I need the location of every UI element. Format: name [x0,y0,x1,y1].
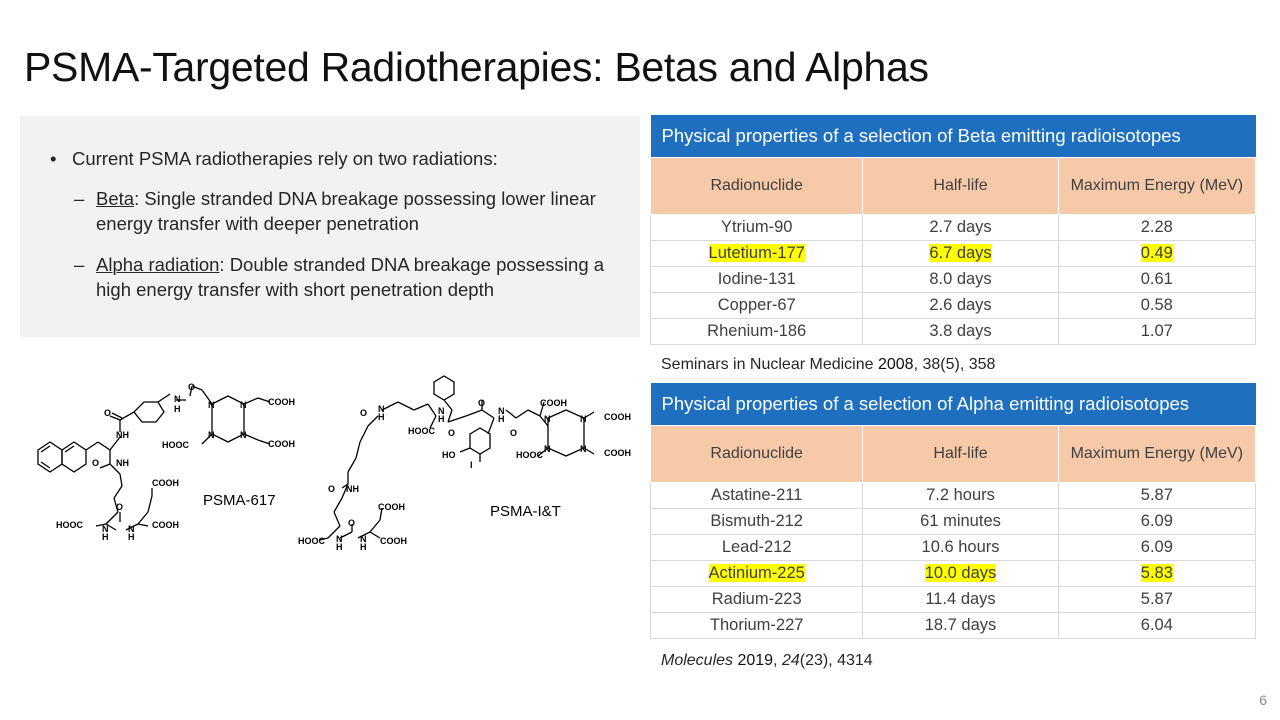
atom-label: N [174,394,181,404]
alpha-reference: Molecules 2019, 24(23), 4314 [661,652,873,669]
atom-label: H [174,404,181,414]
table-cell: 5.87 [1058,586,1255,612]
table-row [651,534,1256,560]
ref-year: 2008 [877,356,914,373]
table-cell: 2.6 days [863,292,1058,318]
alpha-term: Alpha radiation [96,254,220,275]
ref-year: 2019 [737,652,774,669]
atom-label: N [544,444,551,454]
table-cell: 10.6 hours [863,534,1058,560]
table-cell [651,240,863,266]
table-row [651,292,1256,318]
table-cell: 0.58 [1058,292,1255,318]
atom-label: H [102,532,109,542]
table-cell [1058,240,1255,266]
atom-label: N [544,414,551,424]
atom-label: O [348,518,356,528]
highlight: Lutetium-177 [708,243,805,262]
psma-it-label: PSMA-I&T [490,503,561,520]
table-cell: Radium-223 [651,586,863,612]
atom-label: O [116,502,124,512]
beta-table [650,115,1256,345]
bullet-panel [20,116,640,337]
ref-details: (23), 4314 [799,652,873,669]
atom-label: O [510,428,518,438]
atom-label: N [580,414,587,424]
atom-label: COOH [268,397,295,407]
header-half-life: Half-life [863,425,1058,482]
psma-it-structure [298,372,638,552]
table-row [651,508,1256,534]
alpha-table [650,383,1256,639]
table-row [651,240,1256,266]
atom-label: N [498,406,505,416]
atom-label: N [378,404,385,414]
atom-label: COOH [380,536,407,546]
atom-label: N [240,430,247,440]
psma-617-label: PSMA-617 [203,492,276,509]
alpha-table-caption: Physical properties of a selection of Alpha emitting radioisotopes [651,383,1256,425]
atom-label: N [336,534,343,544]
atom-label: N [208,400,215,410]
table-cell [863,240,1058,266]
page-number: 6 [1259,692,1267,708]
table-cell: Copper-67 [651,292,863,318]
header-max-energy: Maximum Energy (MeV) [1058,157,1255,214]
atom-label: I [470,460,473,470]
atom-label: HOOC [408,426,435,436]
beta-description: : Single stranded DNA breakage possessing lower linear energy transfer with deeper penetration [96,188,596,234]
header-radionuclide: Radionuclide [651,425,863,482]
table-cell [651,560,863,586]
atom-label: H [128,532,135,542]
table-cell: Thorium-227 [651,612,863,638]
atom-label: N [438,406,445,416]
bullet-alpha [50,252,610,302]
atom-label: O [328,484,336,494]
psma-617-structure [30,372,320,542]
table-row [651,612,1256,638]
atom-label: N [208,430,215,440]
table-cell: 6.09 [1058,508,1255,534]
atom-label: COOH [378,502,405,512]
beta-term: Beta [96,188,135,209]
table-cell: 3.8 days [863,318,1058,344]
table-row [651,266,1256,292]
atom-label: HOOC [516,450,543,460]
atom-label: HOOC [298,536,325,546]
table-cell: 6.09 [1058,534,1255,560]
beta-reference [661,356,995,374]
table-cell [863,560,1058,586]
atom-label: O [478,398,486,408]
atom-label: NH [346,484,359,494]
atom-label: NH [116,430,129,440]
table-cell: Iodine-131 [651,266,863,292]
atom-label: H [336,542,343,552]
table-cell: 8.0 days [863,266,1058,292]
atom-label: HO [442,450,456,460]
bullet-main: • Current PSMA radiotherapies rely on two radiations: [50,148,610,170]
table-row [651,586,1256,612]
header-radionuclide: Radionuclide [651,157,863,214]
table-cell: 7.2 hours [863,482,1058,508]
table-row [651,560,1256,586]
table-cell: 61 minutes [863,508,1058,534]
highlight: 5.83 [1140,563,1173,582]
table-row [651,482,1256,508]
ref-journal: Molecules [661,652,734,669]
table-cell: 1.07 [1058,318,1255,344]
atom-label: H [438,414,445,424]
atom-label: N [102,524,109,534]
table-cell: 2.7 days [863,214,1058,240]
table-cell: 2.28 [1058,214,1255,240]
header-max-energy: Maximum Energy (MeV) [1058,425,1255,482]
table-cell: 0.61 [1058,266,1255,292]
alpha-description: : Double stranded DNA breakage possessing a high energy transfer with short penetration depth [96,254,605,300]
bullet-beta [50,186,610,236]
atom-label: O [92,458,100,468]
atom-label: N [360,534,367,544]
header-half-life: Half-life [863,157,1058,214]
atom-label: COOH [268,439,295,449]
table-cell [1058,560,1255,586]
table-cell: 6.04 [1058,612,1255,638]
table-cell: Rhenium-186 [651,318,863,344]
highlight: Actinium-225 [708,563,805,582]
dash-marker: – [74,254,85,275]
atom-label: H [360,542,367,552]
atom-label: N [240,400,247,410]
table-row [651,318,1256,344]
ref-journal: Seminars in Nuclear Medicine [661,356,878,373]
ref-details: , 38(5), 358 [913,356,996,373]
table-cell: 18.7 days [863,612,1058,638]
atom-label: COOH [540,398,567,408]
highlight: 0.49 [1140,243,1173,262]
atom-label: H [378,412,385,422]
atom-label: O [448,428,456,438]
ref-volume: 24 [781,652,800,669]
atom-label: H [498,414,505,424]
table-row [651,214,1256,240]
table-cell: 11.4 days [863,586,1058,612]
atom-label: O [360,408,368,418]
table-cell: Ytrium-90 [651,214,863,240]
atom-label: NH [116,458,129,468]
atom-label: COOH [604,448,631,458]
highlight: 10.0 days [924,563,997,582]
atom-label: COOH [152,478,179,488]
highlight: 6.7 days [929,243,992,262]
table-cell: Astatine-211 [651,482,863,508]
dash-marker: – [74,188,85,209]
atom-label: HOOC [162,440,189,450]
beta-table-caption: Physical properties of a selection of Beta emitting radioisotopes [651,115,1256,157]
atom-label: HOOC [56,520,83,530]
table-cell: Lead-212 [651,534,863,560]
atom-label: COOH [152,520,179,530]
atom-label: N [128,524,135,534]
atom-label: O [104,408,112,418]
slide-title: PSMA-Targeted Radiotherapies: Betas and Alphas [24,44,929,90]
atom-label: N [580,444,587,454]
table-cell: Bismuth-212 [651,508,863,534]
atom-label: O [188,382,196,392]
table-cell: 5.87 [1058,482,1255,508]
atom-label: COOH [604,412,631,422]
